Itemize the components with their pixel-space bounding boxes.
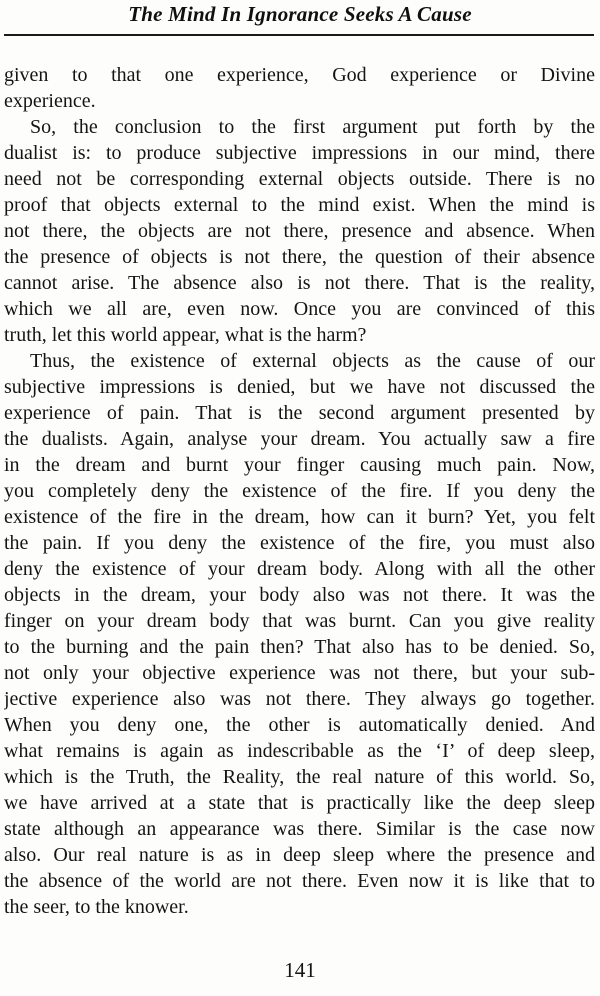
text-line: we have arrived at a state that is practically like the deep sleep (4, 792, 595, 814)
text-line: proof that objects external to the mind exist. When the mind is (4, 194, 595, 216)
text-line: not there, the objects are not there, presence and absence. When (4, 220, 595, 242)
text-line: subjective impressions is denied, but we have not discussed the (4, 376, 595, 398)
header-rule (4, 34, 594, 36)
text-line: dualist is: to produce subjective impressions in our mind, there (4, 142, 595, 164)
text-line: experience. (4, 90, 96, 112)
text-line: So, the conclusion to the first argument put forth by the (30, 116, 595, 138)
text-line: experience of pain. That is the second argument presented by (4, 402, 595, 424)
text-line: you completely deny the existence of the fire. If you deny the (4, 480, 595, 502)
text-line: the seer, to the knower. (4, 896, 189, 918)
running-head: The Mind In Ignorance Seeks A Cause (128, 2, 472, 26)
text-line: jective experience also was not there. They always go together. (4, 688, 595, 710)
text-line: what remains is again as indescribable as the ‘I’ of deep sleep, (4, 740, 595, 762)
text-line: state although an appearance was there. Similar is the case now (4, 818, 595, 840)
text-line: existence of the fire in the dream, how can it burn? Yet, you felt (4, 506, 595, 528)
text-line: need not be corresponding external objects outside. There is no (4, 168, 595, 190)
text-line: the pain. If you deny the existence of the fire, you must also (4, 532, 595, 554)
text-line: which is the Truth, the Reality, the real nature of this world. So, (4, 766, 595, 788)
text-line: given to that one experience, God experience or Divine (4, 64, 595, 86)
text-line: Thus, the existence of external objects as the cause of our (30, 350, 595, 372)
text-line: to the burning and the pain then? That also has to be denied. So, (4, 636, 595, 658)
text-line: truth, let this world appear, what is the harm? (4, 324, 367, 346)
text-line: finger on your dream body that was burnt. Can you give reality (4, 610, 595, 632)
text-line: the absence of the world are not there. Even now it is like that to (4, 870, 595, 892)
page-number: 141 (284, 958, 316, 982)
body-text (4, 62, 595, 920)
text-line: the dualists. Again, analyse your dream. You actually saw a fire (4, 428, 595, 450)
text-line: cannot arise. The absence also is not there. That is the reality, (4, 272, 595, 294)
text-line: also. Our real nature is as in deep sleep where the presence and (4, 844, 595, 866)
text-line: which we all are, even now. Once you are convinced of this (4, 298, 595, 320)
text-line: in the dream and burnt your finger causing much pain. Now, (4, 454, 595, 476)
text-line: not only your objective experience was not there, but your sub- (4, 662, 595, 684)
text-line: deny the existence of your dream body. Along with all the other (4, 558, 595, 580)
text-line: the presence of objects is not there, the question of their absence (4, 246, 595, 268)
text-line: objects in the dream, your body also was not there. It was the (4, 584, 595, 606)
text-line: When you deny one, the other is automatically denied. And (4, 714, 595, 736)
